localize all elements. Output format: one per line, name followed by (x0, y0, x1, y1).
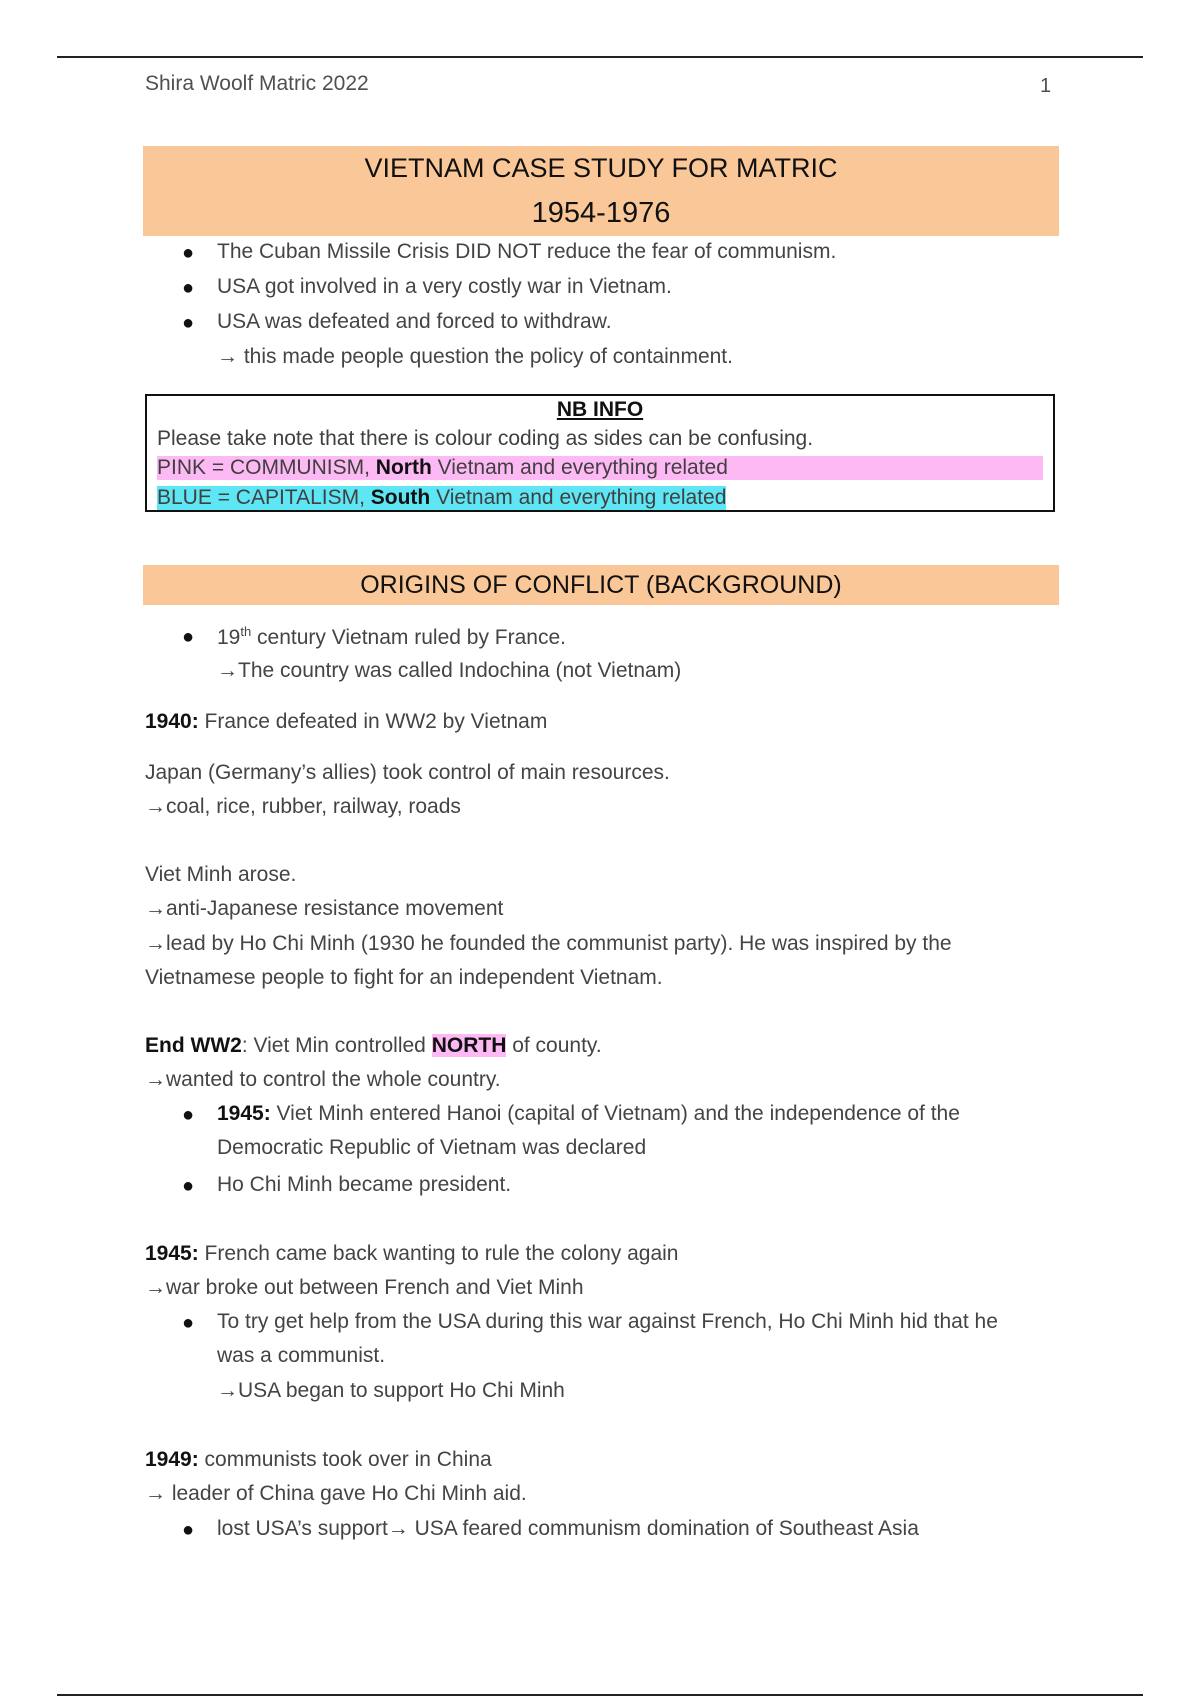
text-1940: France defeated in WW2 by Vietnam (198, 710, 548, 733)
bullet-icon: ● (182, 1175, 195, 1197)
bullet-1945-hanoi-cont: Democratic Republic of Vietnam was declared (217, 1136, 647, 1159)
b1-sup: th (240, 624, 252, 639)
bullet-help-cont: was a communist. (217, 1344, 386, 1367)
nb-info-pink-line (157, 456, 1043, 480)
text-1949: communists took over in China (198, 1448, 492, 1471)
intro-bullet-2: USA got involved in a very costly war in Vietnam. (217, 275, 672, 298)
blue-prefix: BLUE = CAPITALISM, (157, 486, 371, 509)
bullet-icon: ● (182, 1104, 195, 1126)
origins-bullet-19th (217, 624, 566, 650)
label-1949: 1949: (145, 1448, 199, 1471)
blue-suffix: Vietnam and everything related (430, 486, 727, 509)
end-ww2-post: of county. (506, 1034, 602, 1057)
bullet-icon: ● (182, 277, 195, 299)
para-vm-arrow1: →anti-Japanese resistance movement (145, 897, 504, 920)
end-ww2-pre: : Viet Min controlled (241, 1034, 432, 1057)
para-vm-arrow2: →lead by Ho Chi Minh (1930 he founded the communist party). He was inspired by the (145, 932, 952, 955)
para-japan-arrow: →coal, rice, rubber, railway, roads (145, 795, 461, 818)
bullet-icon: ● (182, 1312, 195, 1334)
para-1945-arrow: →war broke out between French and Viet Minh (145, 1276, 584, 1299)
label-end-ww2: End WW2 (145, 1034, 242, 1057)
blue-bold: South (370, 486, 431, 509)
nb-info-blue-line (157, 486, 726, 510)
bullet-icon: ● (182, 312, 195, 334)
nb-info-box (145, 394, 1055, 512)
para-1949-arrow: → leader of China gave Ho Chi Minh aid. (145, 1482, 527, 1505)
para-end-ww2 (145, 1034, 602, 1058)
bullet-1945-hanoi (217, 1102, 960, 1126)
bullet-icon: ● (182, 626, 195, 648)
para-1949 (145, 1448, 492, 1472)
bullet-icon: ● (182, 1519, 195, 1541)
label-1940: 1940: (145, 710, 199, 733)
para-1945-french (145, 1242, 679, 1266)
page-number: 1 (1040, 75, 1052, 97)
bottom-rule (57, 1694, 1143, 1696)
pink-bold: North (375, 456, 432, 479)
text-1945a: Viet Minh entered Hanoi (capital of Vietnam) and the independence of the (270, 1102, 960, 1125)
header-author: Shira Woolf Matric 2022 (145, 72, 369, 95)
intro-bullet-1: The Cuban Missile Crisis DID NOT reduce the fear of communism. (217, 240, 837, 263)
intro-arrow-note: → this made people question the policy of containment. (217, 345, 733, 368)
para-japan: Japan (Germany’s allies) took control of main resources. (145, 761, 670, 784)
intro-bullet-3: USA was defeated and forced to withdraw. (217, 310, 612, 333)
bullet-help-arrow: →USA began to support Ho Chi Minh (217, 1379, 565, 1402)
north-highlight: NORTH (431, 1034, 507, 1057)
para-1940 (145, 710, 547, 734)
b1-post: century Vietnam ruled by France. (251, 626, 566, 649)
nb-info-note: Please take note that there is colour coding as sides can be confusing. (157, 427, 814, 450)
title-banner (143, 146, 1059, 236)
title-line2: 1954-1976 (531, 197, 671, 229)
bullet-help: To try get help from the USA during this war against French, Ho Chi Minh hid that he (217, 1310, 998, 1333)
title-line1: VIETNAM CASE STUDY FOR MATRIC (364, 153, 838, 183)
top-rule (57, 56, 1143, 58)
para-end-ww2-arrow: →wanted to control the whole country. (145, 1068, 501, 1091)
bullet-icon: ● (182, 242, 195, 264)
para-vm-arrow2-cont: Vietnamese people to fight for an independent Vietnam. (145, 966, 663, 989)
nb-info-title: NB INFO (556, 398, 644, 421)
pink-prefix: PINK = COMMUNISM, (157, 456, 376, 479)
text-1945b: French came back wanting to rule the colony again (198, 1242, 679, 1265)
label-1945a: 1945: (217, 1102, 271, 1125)
section-banner: ORIGINS OF CONFLICT (BACKGROUND) (143, 565, 1059, 605)
origins-b1-arrow: →The country was called Indochina (not Vietnam) (217, 659, 682, 682)
pink-suffix: Vietnam and everything related (431, 456, 728, 479)
para-viet-minh: Viet Minh arose. (145, 863, 297, 886)
b1-pre: 19 (217, 626, 241, 649)
label-1945b: 1945: (145, 1242, 199, 1265)
bullet-lost-support: lost USA’s support→ USA feared communism domination of Southeast Asia (217, 1517, 919, 1540)
bullet-president: Ho Chi Minh became president. (217, 1173, 512, 1196)
